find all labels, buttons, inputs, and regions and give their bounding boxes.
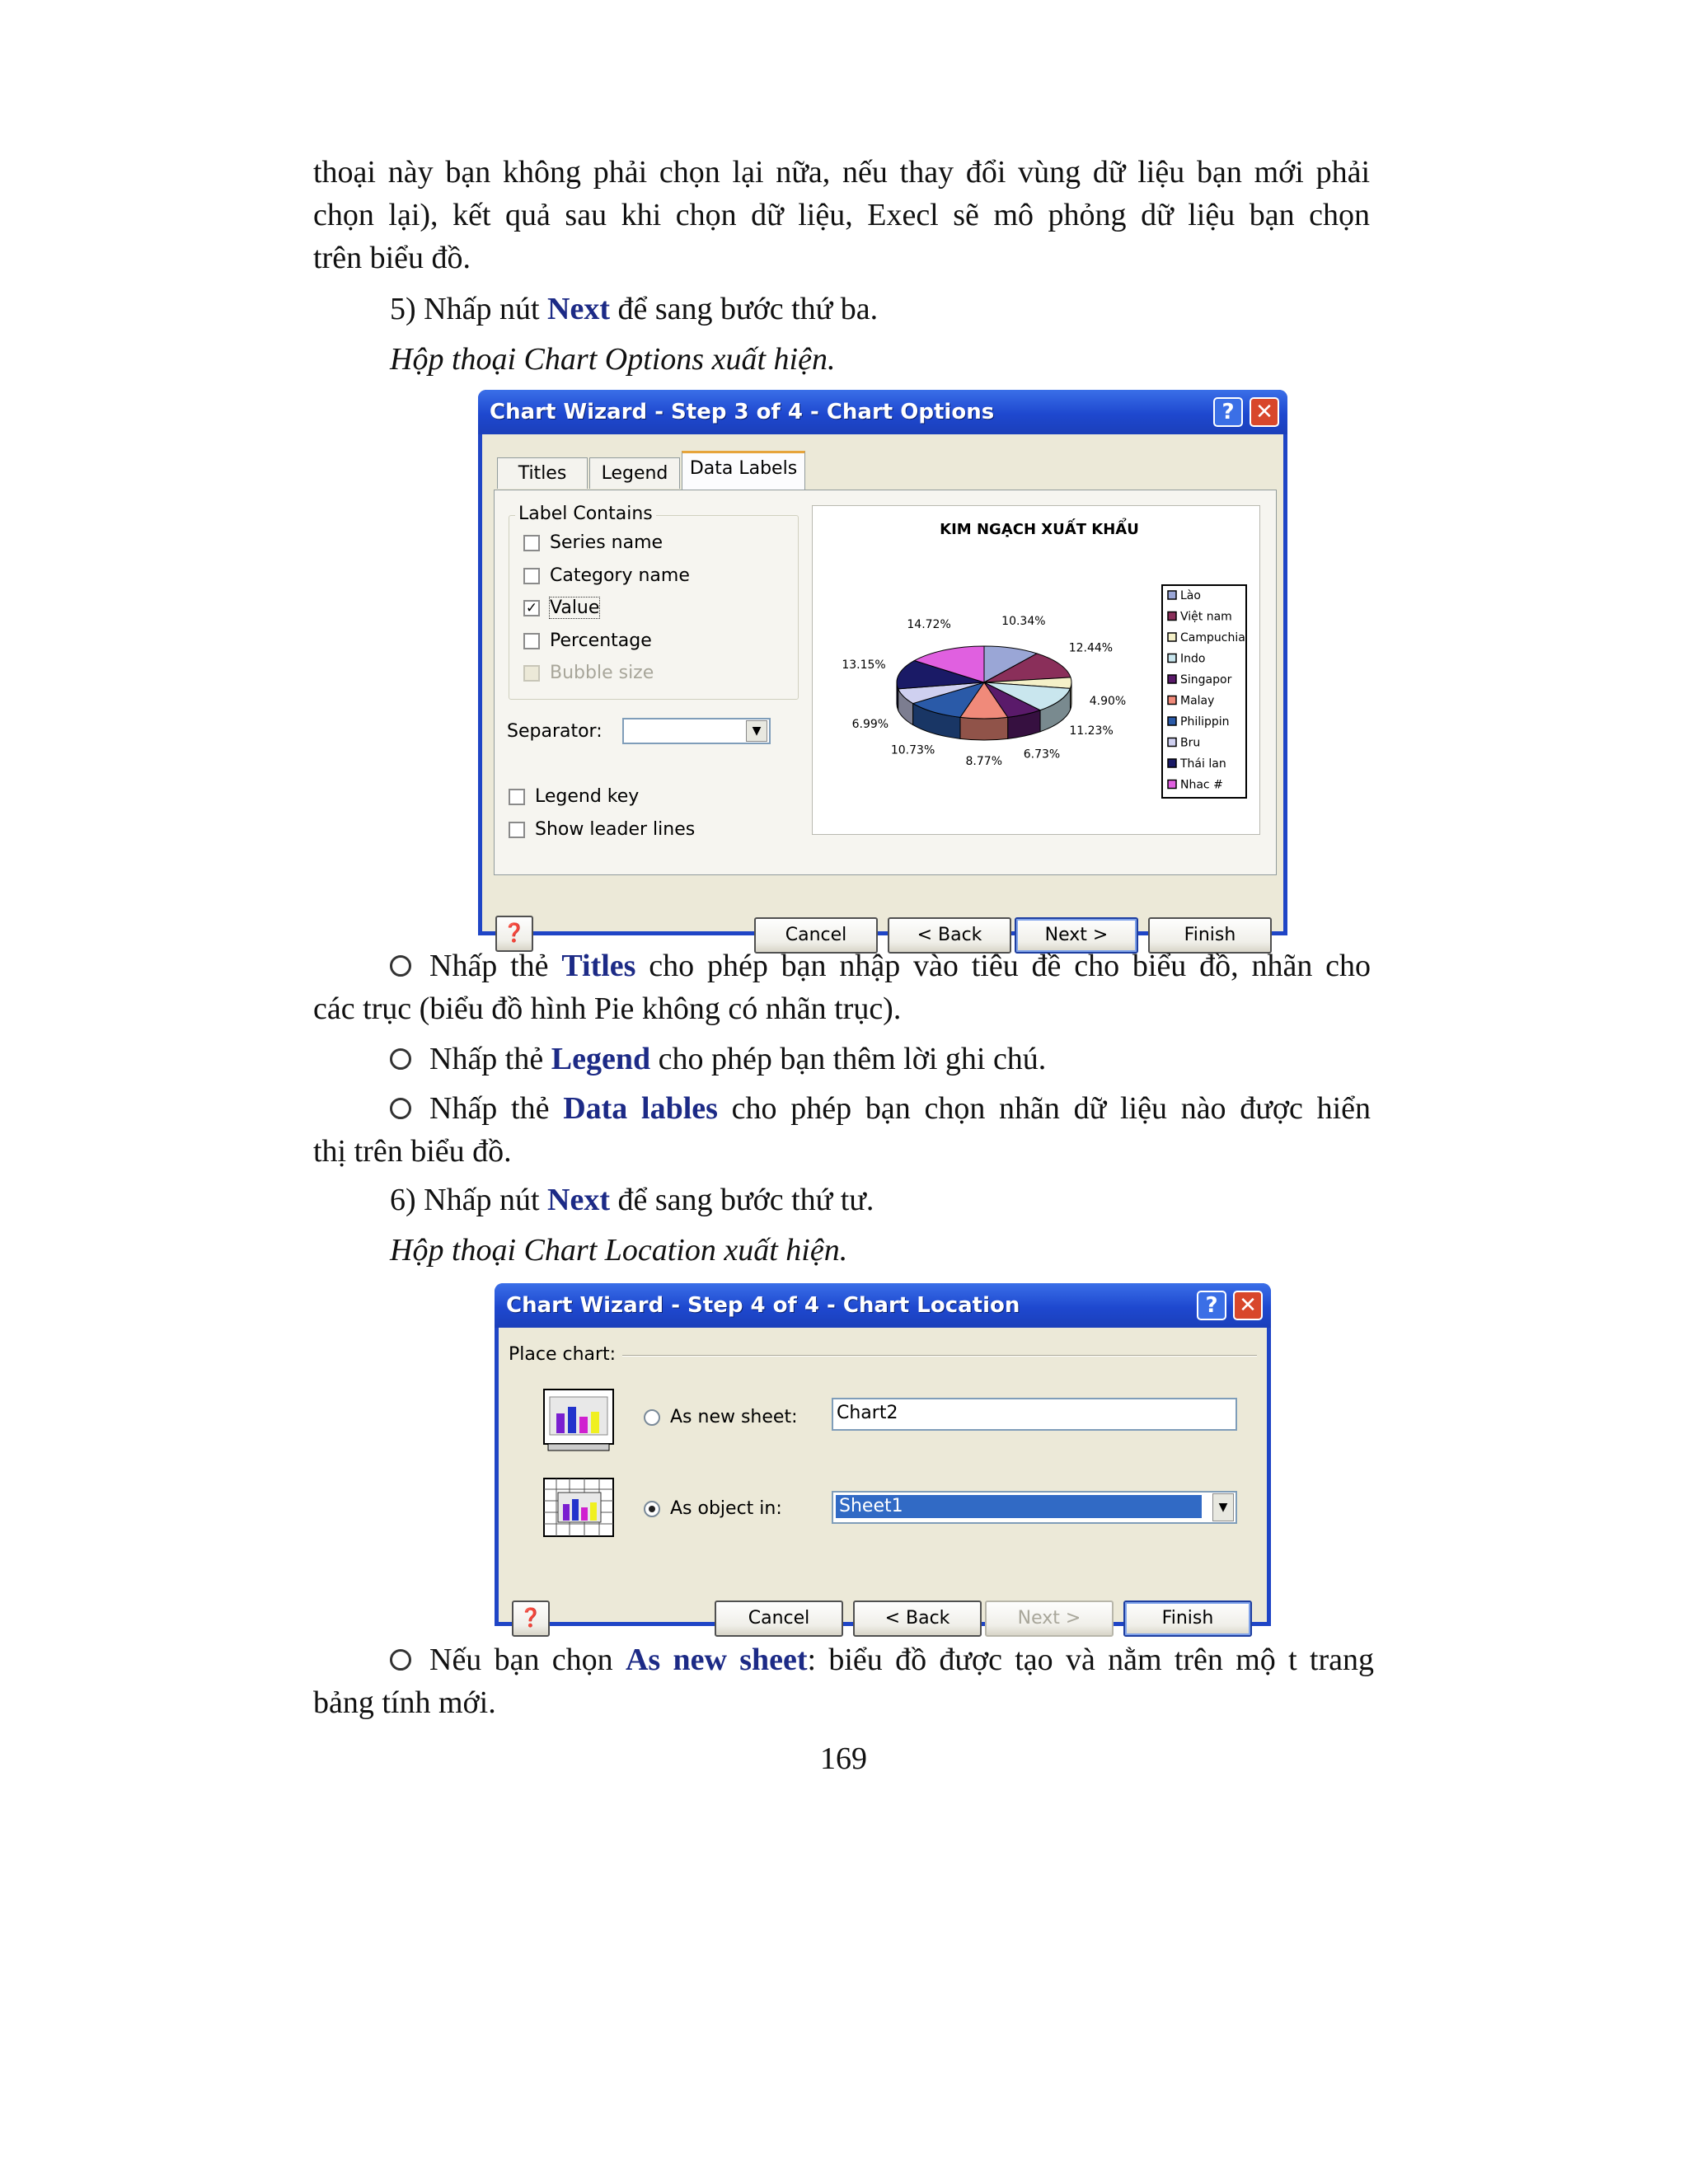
help-icon[interactable]: ? xyxy=(1197,1291,1226,1320)
title-bar xyxy=(478,390,1287,434)
legend-entry: Việt nam xyxy=(1180,610,1232,624)
bullet-titles-line-2: các trục (biểu đồ hình Pie không có nhãn trục). xyxy=(313,991,902,1026)
data-label: 10.73% xyxy=(890,743,935,757)
back-button[interactable]: < Back xyxy=(888,917,1011,954)
object-in-icon xyxy=(543,1478,616,1540)
intro-line-3: trên biểu đồ. xyxy=(313,241,471,275)
object-in-selected-value: Sheet1 xyxy=(836,1495,1202,1518)
pie-chart xyxy=(813,506,1259,834)
new-sheet-name-input[interactable]: Chart2 xyxy=(832,1398,1237,1431)
data-label: 8.77% xyxy=(965,754,1003,768)
data-label: 13.15% xyxy=(842,658,886,672)
legend-key-label: Legend key xyxy=(535,786,640,807)
intro-line-2: chọn lại), kết quả sau khi chọn dữ liệu, Execl sẽ mô phỏng dữ liệu bạn chọn xyxy=(313,198,1370,232)
legend-keyword: Legend xyxy=(551,1042,651,1076)
next-button[interactable]: Next > xyxy=(1015,917,1138,954)
value-label: Value xyxy=(550,598,600,618)
page-number: 169 xyxy=(820,1741,867,1776)
object-in-label: As object in: xyxy=(670,1498,782,1519)
chart-title: KIM NGẠCH XUẤT KHẨU xyxy=(940,521,1139,538)
cancel-button[interactable]: Cancel xyxy=(754,917,878,954)
data-label: 6.99% xyxy=(851,717,889,731)
data-label: 14.72% xyxy=(907,617,951,631)
category-name-checkbox[interactable] xyxy=(523,568,540,584)
bullet-legend: Nhấp thẻ Legend cho phép bạn thêm lời ghi chú. xyxy=(390,1038,1046,1080)
dialog-title: Chart Wizard - Step 3 of 4 - Chart Options xyxy=(490,400,995,424)
help-question-icon: ❓ xyxy=(519,1608,542,1629)
help-question-icon: ❓ xyxy=(503,923,526,944)
bullet-new-sheet-line-2: bảng tính mới. xyxy=(313,1685,496,1720)
new-sheet-radio[interactable] xyxy=(644,1409,660,1426)
object-in-dropdown[interactable] xyxy=(832,1491,1237,1524)
close-icon[interactable]: ✕ xyxy=(1250,397,1279,427)
dialog-body xyxy=(499,1328,1267,1629)
cancel-button[interactable]: Cancel xyxy=(715,1601,843,1637)
intro-line-1: thoại này bạn không phải chọn lại nữa, nếu thay đổi vùng dữ liệu bạn mới phải xyxy=(313,155,1370,190)
legend-entry: Thái lan xyxy=(1180,757,1226,771)
legend-key-checkbox[interactable] xyxy=(509,789,525,805)
legend-swatch xyxy=(1168,633,1176,641)
separator-label: Separator: xyxy=(507,721,603,742)
dialog-body xyxy=(482,434,1283,945)
legend-swatch xyxy=(1168,759,1176,767)
legend-entry: Nhac # xyxy=(1180,778,1223,792)
legend-swatch xyxy=(1168,717,1176,725)
data-lables-keyword: Data lables xyxy=(563,1091,718,1126)
next-button: Next > xyxy=(985,1601,1114,1637)
tab-legend[interactable]: Legend xyxy=(589,457,680,489)
legend-entry: Philippin xyxy=(1180,715,1230,729)
place-chart-label: Place chart: xyxy=(509,1344,617,1365)
percentage-checkbox[interactable] xyxy=(523,633,540,649)
new-sheet-icon xyxy=(543,1389,616,1451)
data-label: 10.34% xyxy=(1001,614,1046,628)
legend-swatch xyxy=(1168,654,1176,663)
next-keyword: Next xyxy=(547,1183,610,1217)
legend-swatch xyxy=(1168,780,1176,789)
dialog-title: Chart Wizard - Step 4 of 4 - Chart Location xyxy=(506,1293,1020,1318)
legend-swatch xyxy=(1168,612,1176,621)
chevron-down-icon[interactable]: ▼ xyxy=(1212,1493,1234,1521)
chevron-down-icon[interactable]: ▼ xyxy=(746,720,767,742)
object-in-radio[interactable] xyxy=(644,1501,660,1517)
help-icon[interactable]: ? xyxy=(1213,397,1243,427)
chart-preview xyxy=(812,505,1260,835)
bubble-size-label: Bubble size xyxy=(550,663,654,683)
bullet-icon xyxy=(390,955,411,977)
bullet-data-labels-line-2: thị trên biểu đồ. xyxy=(313,1134,512,1169)
legend-entry: Bru xyxy=(1180,736,1201,750)
data-label: 12.44% xyxy=(1068,641,1114,655)
legend-entry: Campuchia xyxy=(1180,631,1245,644)
finish-button[interactable]: Finish xyxy=(1123,1601,1252,1637)
tab-data-labels[interactable]: Data Labels xyxy=(682,451,805,490)
back-button[interactable]: < Back xyxy=(853,1601,982,1637)
bullet-titles: Nhấp thẻ Titles cho phép bạn nhập vào tiêu đề cho biểu đồ, nhãn cho xyxy=(390,944,1371,987)
bullet-data-labels: Nhấp thẻ Data lables cho phép bạn chọn nhãn dữ liệu nào được hiển xyxy=(390,1087,1371,1130)
label-contains-title: Label Contains xyxy=(515,504,656,524)
value-checkbox[interactable]: ✓ xyxy=(523,600,540,616)
as-new-sheet-keyword: As new sheet xyxy=(625,1643,808,1677)
bullet-icon xyxy=(390,1098,411,1119)
legend-entry: Indo xyxy=(1180,652,1206,666)
legend-swatch xyxy=(1168,675,1176,683)
leader-lines-label: Show leader lines xyxy=(535,819,696,840)
step-6: 6) Nhấp nút Next để sang bước thứ tư. xyxy=(390,1183,874,1217)
data-label: 4.90% xyxy=(1089,695,1127,709)
bubble-size-checkbox xyxy=(523,665,540,682)
series-name-label: Series name xyxy=(550,532,663,553)
percentage-label: Percentage xyxy=(550,630,652,651)
help-button[interactable] xyxy=(512,1601,550,1637)
legend-swatch xyxy=(1168,738,1176,747)
new-sheet-label: As new sheet: xyxy=(670,1407,798,1427)
legend-entry: Singapor xyxy=(1180,673,1232,687)
separator-line xyxy=(622,1355,1257,1357)
chart-location-dialog xyxy=(495,1283,1271,1629)
step-6-caption: Hộp thoại Chart Location xuất hiện. xyxy=(390,1233,848,1268)
leader-lines-checkbox[interactable] xyxy=(509,822,525,838)
finish-button[interactable]: Finish xyxy=(1148,917,1272,954)
legend-entry: Lào xyxy=(1180,589,1201,602)
bullet-icon xyxy=(390,1649,411,1671)
title-bar xyxy=(495,1283,1271,1328)
pie-slice-side xyxy=(960,717,1008,740)
category-name-label: Category name xyxy=(550,565,690,586)
data-label: 11.23% xyxy=(1069,724,1114,738)
legend-swatch xyxy=(1168,591,1176,599)
series-name-checkbox[interactable] xyxy=(523,535,540,551)
data-label: 6.73% xyxy=(1023,748,1061,762)
legend-swatch xyxy=(1168,696,1176,705)
titles-keyword: Titles xyxy=(561,949,636,983)
step-5-caption: Hộp thoại Chart Options xuất hiện. xyxy=(390,342,836,377)
chart-options-dialog xyxy=(478,390,1287,945)
tab-titles[interactable]: Titles xyxy=(497,457,588,489)
close-icon[interactable]: ✕ xyxy=(1233,1291,1263,1320)
bullet-icon xyxy=(390,1048,411,1070)
step-5: 5) Nhấp nút Next để sang bước thứ ba. xyxy=(390,292,879,326)
next-keyword: Next xyxy=(547,292,610,326)
bullet-new-sheet: Nếu bạn chọn As new sheet: biểu đồ được tạo và nằm trên mộ t trang xyxy=(390,1638,1374,1681)
legend-entry: Malay xyxy=(1180,694,1215,708)
